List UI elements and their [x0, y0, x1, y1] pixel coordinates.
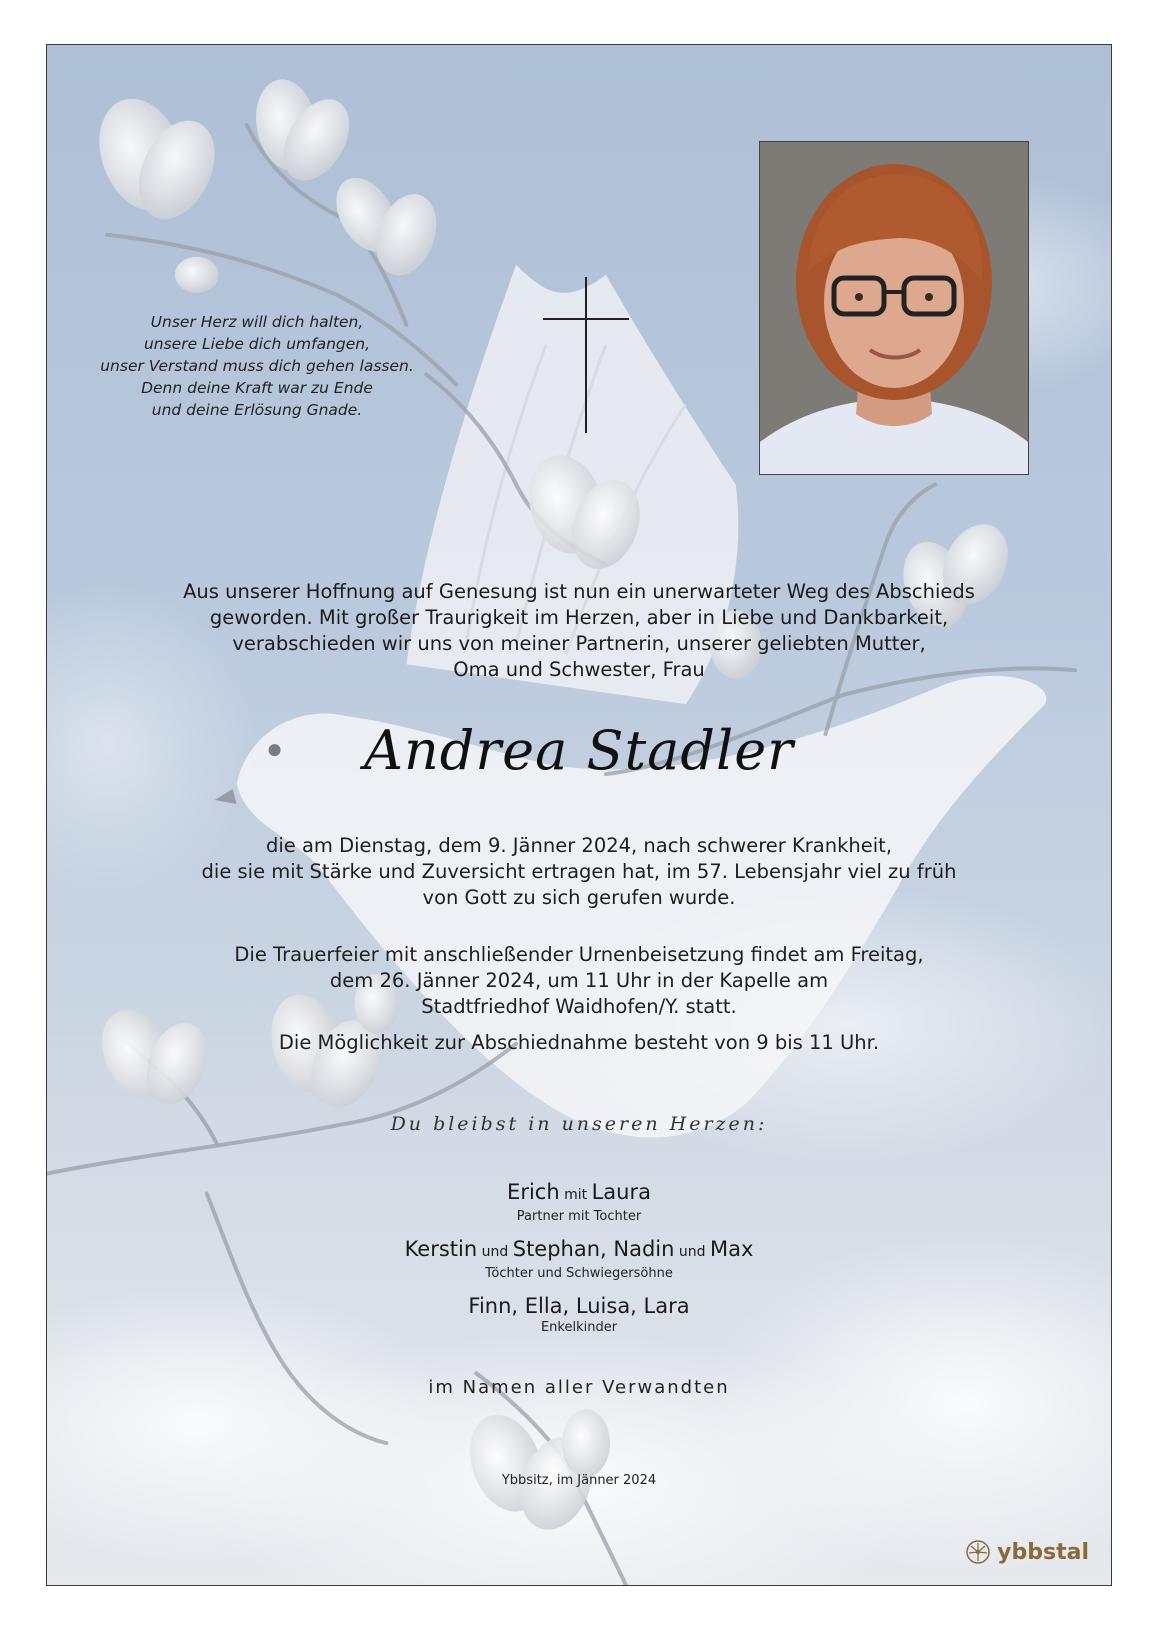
family-names: [47, 1236, 1111, 1265]
deceased-name: Andrea Stadler: [364, 719, 794, 782]
poem-line: Unser Herz will dich halten,: [150, 313, 364, 331]
poem-line: und deine Erlösung Gnade.: [151, 401, 363, 419]
farewell-info: Die Möglichkeit zur Abschiednahme besteht von 9 bis 11 Uhr.: [278, 1031, 880, 1054]
family-relation: Enkelkinder: [540, 1320, 618, 1335]
family-names: [47, 1293, 1111, 1319]
family-group: [47, 1293, 1111, 1337]
intro-text: [47, 579, 1111, 683]
family-relation: Partner mit Tochter: [516, 1209, 642, 1224]
dandelion-icon: [965, 1539, 991, 1565]
poem-line: unsere Liebe dich umfangen,: [143, 335, 371, 353]
intro-line: Oma und Schwester, Frau: [453, 658, 705, 681]
ceremony-line: Stadtfriedhof Waidhofen/Y. statt.: [421, 995, 737, 1018]
family-connector: mit: [559, 1187, 592, 1203]
family-name: Stephan, Nadin: [512, 1237, 675, 1261]
intro-line: geworden. Mit großer Traurigkeit im Herzen, aber in Liebe und Dankbarkeit,: [209, 606, 949, 629]
cross-icon: [541, 275, 631, 435]
closing-line: im Namen aller Verwandten: [428, 1377, 730, 1398]
family-name: Laura: [591, 1180, 651, 1204]
family-name: Finn, Ella, Luisa, Lara: [468, 1294, 690, 1318]
intro-line: verabschieden wir uns von meiner Partnerin, unserer geliebten Mutter,: [232, 632, 926, 655]
family-relation: Töchter und Schwiegersöhne: [485, 1266, 673, 1281]
family-group: [47, 1179, 1111, 1226]
ceremony-info: [47, 942, 1111, 1020]
family-names: [47, 1179, 1111, 1208]
family-group: [47, 1236, 1111, 1283]
place-date: Ybbsitz, im Jänner 2024: [501, 1473, 657, 1488]
family-name: Max: [710, 1237, 754, 1261]
ybbstal-logo[interactable]: [965, 1539, 1089, 1565]
death-notice-line: die am Dienstag, dem 9. Jänner 2024, nach schwerer Krankheit,: [265, 834, 893, 857]
family-connector: und: [674, 1244, 710, 1260]
memorial-poem: [87, 311, 427, 421]
ceremony-line: Die Trauerfeier mit anschließender Urnenbeisetzung findet am Freitag,: [234, 943, 924, 966]
family-connector: und: [477, 1244, 513, 1260]
remain-heading: Du bleibst in unseren Herzen:: [390, 1113, 768, 1135]
family-name: Kerstin: [404, 1237, 478, 1261]
portrait-photo: [759, 141, 1029, 475]
poem-line: unser Verstand muss dich gehen lassen.: [100, 357, 414, 375]
death-notice-line: von Gott zu sich gerufen wurde.: [422, 886, 736, 909]
logo-text: ybbstal: [997, 1539, 1089, 1565]
death-notice-line: die sie mit Stärke und Zuversicht ertragen hat, im 57. Lebensjahr viel zu früh: [201, 860, 957, 883]
death-notice: [47, 833, 1111, 911]
family-name: Erich: [507, 1180, 560, 1204]
portrait-image: [760, 142, 1028, 474]
poem-line: Denn deine Kraft war zu Ende: [141, 379, 373, 397]
obituary-card: [46, 44, 1112, 1586]
ceremony-line: dem 26. Jänner 2024, um 11 Uhr in der Kapelle am: [329, 969, 829, 992]
intro-line: Aus unserer Hoffnung auf Genesung ist nun ein unerwarteter Weg des Abschieds: [183, 580, 975, 603]
